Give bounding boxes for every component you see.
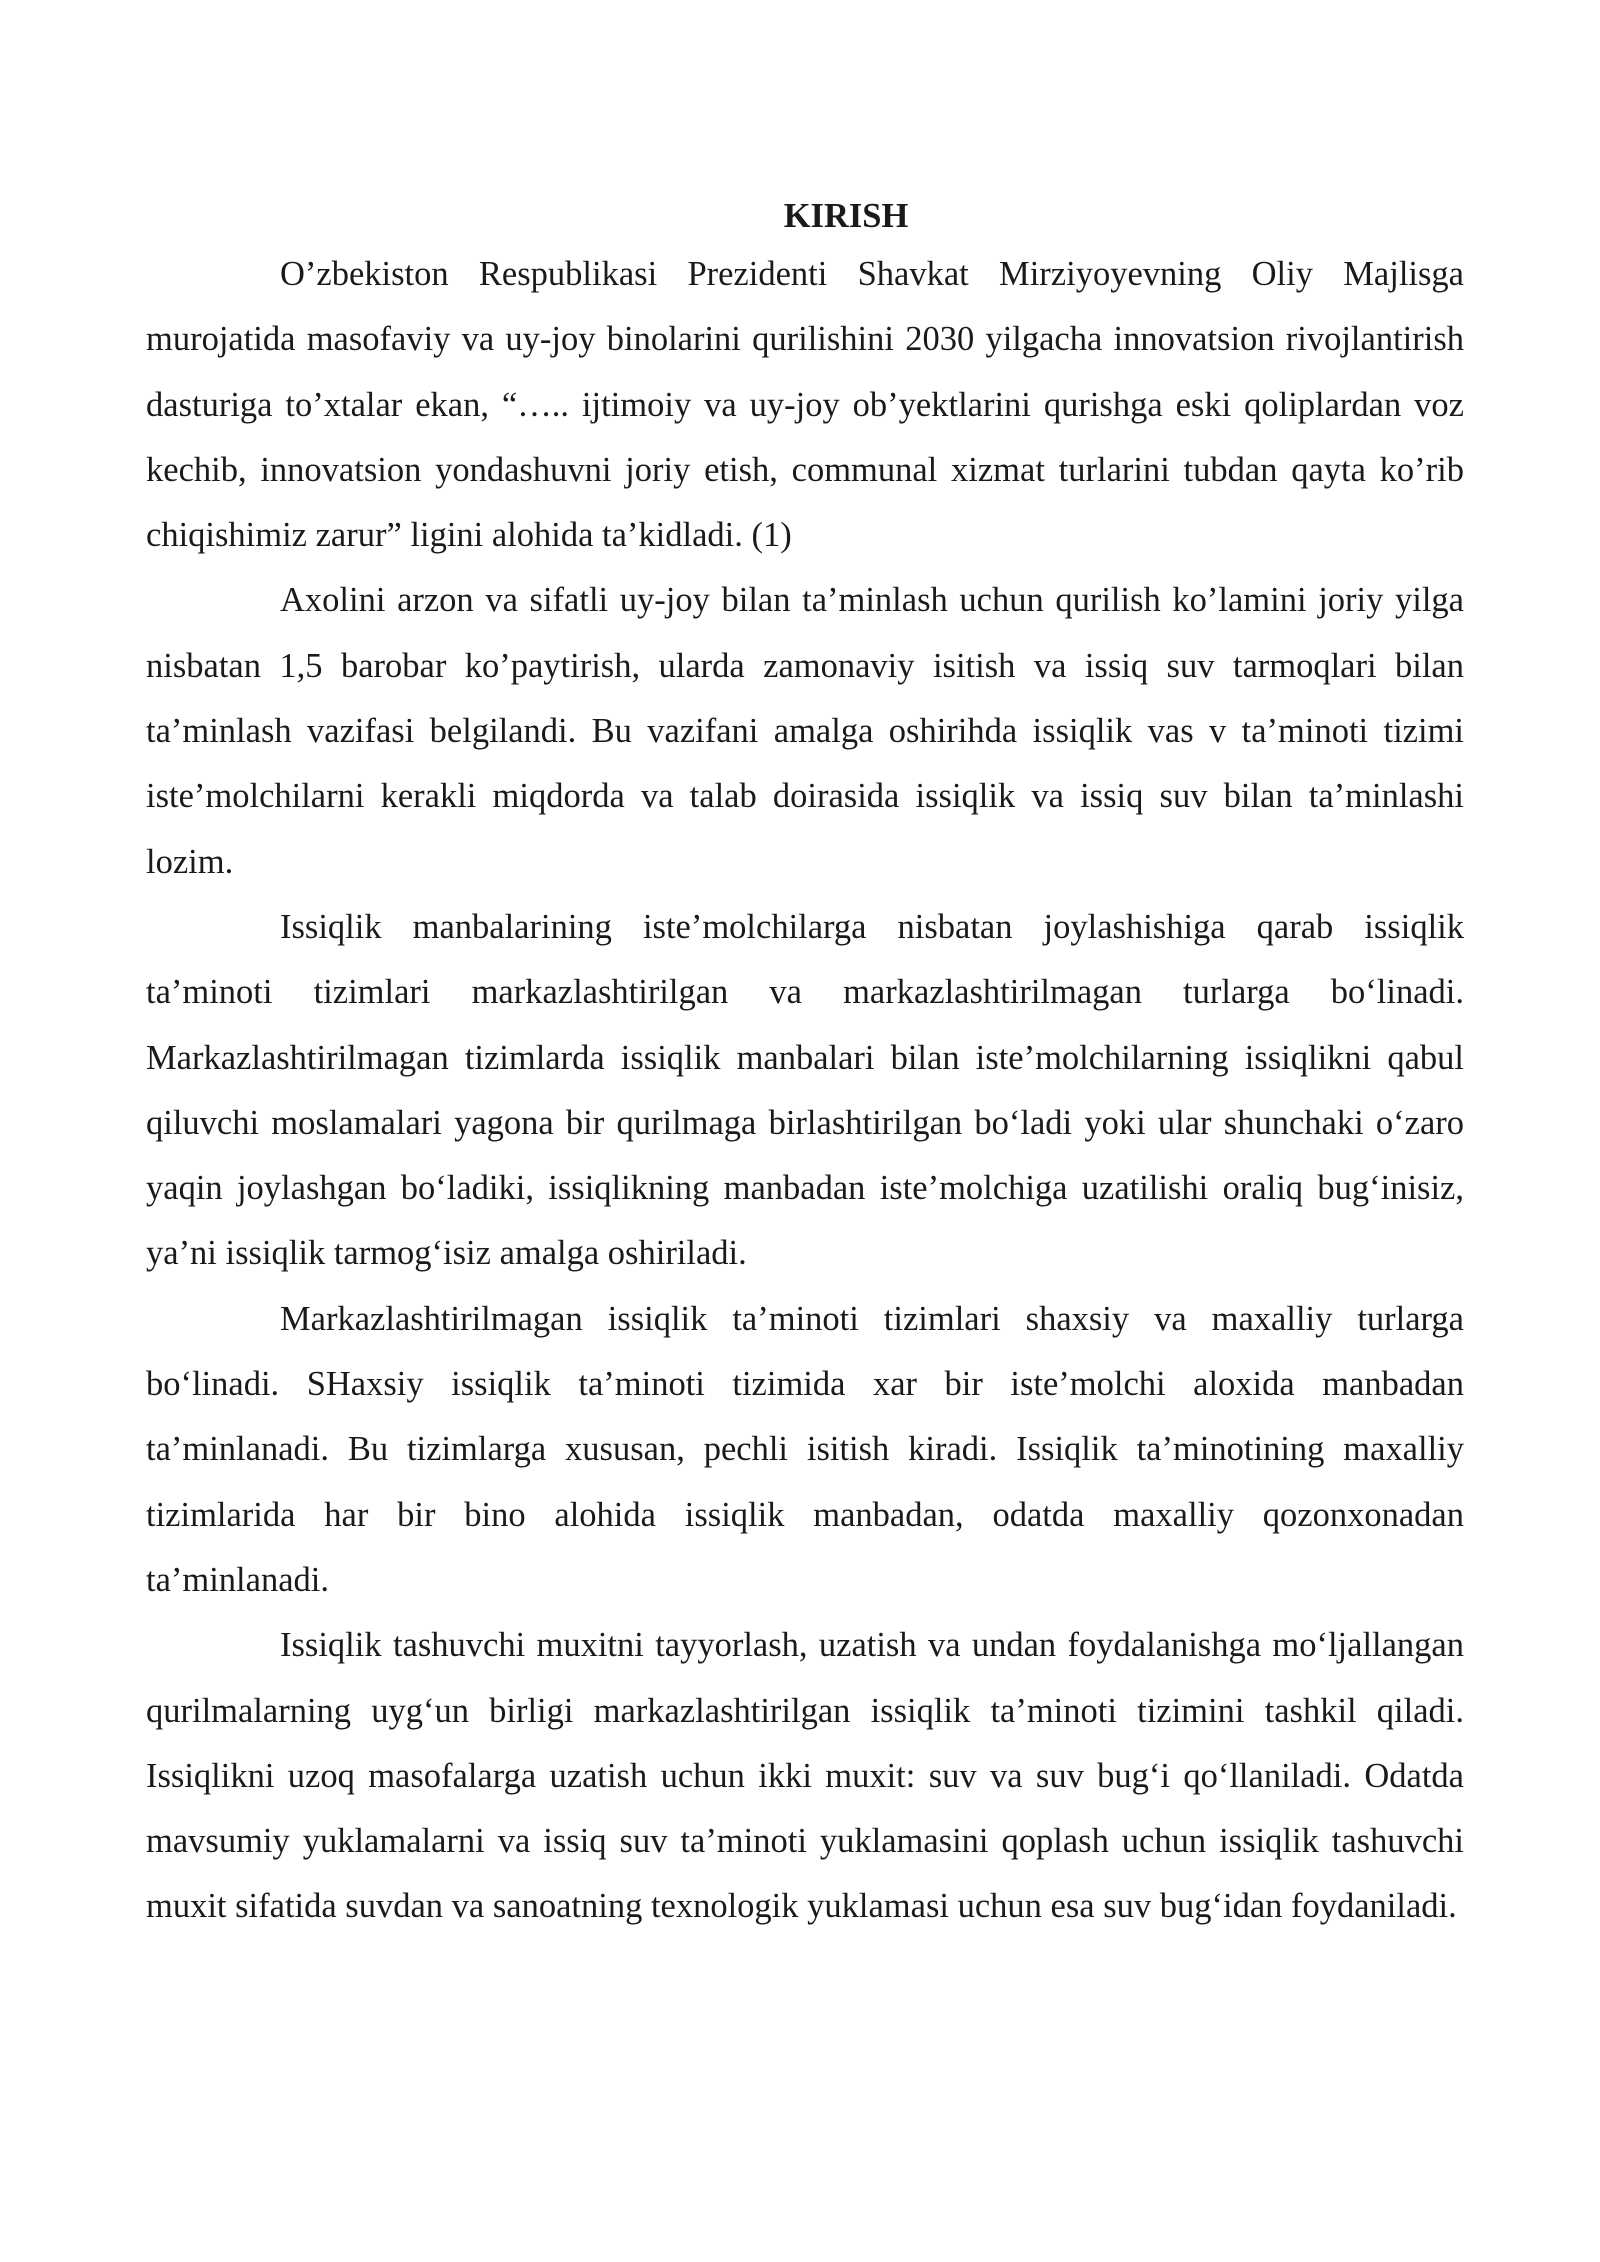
paragraph-5: Issiqlik tashuvchi muxitni tayyorlash, uzatish va undan foydalanishga mo‘ljallangan qurilmalarning uyg‘un birligi markazlashtirilgan issiqlik ta’minoti tizimini tashkil qiladi. Issiqlikni uzoq masofalarga uzatish uchun ikki muxit: suv va suv bug‘i qo‘llaniladi. Odatda mavsumiy yuklamalarni va issiq suv ta’minoti yuklamasini qoplash uchun issiqlik tashuvchi muxit sifatida suvdan va sanoatning texnologik yuklamasi uchun esa suv bug‘idan foydaniladi. [146,1626,1464,1926]
document-body [146,190,1464,1940]
paragraph-4: Markazlashtirilmagan issiqlik ta’minoti tizimlari shaxsiy va maxalliy turlarga bo‘linadi. SHaxsiy issiqlik ta’minoti tizimida xar bir iste’molchi aloxida manbadan ta’minlanadi. Bu tizimlarga xususan, pechli isitish kiradi. Issiqlik ta’minotining maxalliy tizimlarida har bir bino alohida issiqlik manbadan, odatda maxalliy qozonxonadan ta’minlanadi. [146,1299,1464,1599]
paragraph-3: Issiqlik manbalarining iste’molchilarga nisbatan joylashishiga qarab issiqlik ta’minoti tizimlari markazlashtirilgan va markazlashtirilmagan turlarga bo‘linadi. Markazlashtirilmagan tizimlarda issiqlik manbalari bilan iste’molchilarning issiqlikni qabul qiluvchi moslamalari yagona bir qurilmaga birlashtirilgan bo‘ladi yoki ular shunchaki o‘zaro yaqin joylashgan bo‘ladiki, issiqlikning manbadan iste’molchiga uzatilishi oraliq bug‘inisiz, ya’ni issiqlik tarmog‘isiz amalga oshiriladi. [146,907,1464,1273]
paragraph-1: O’zbekiston Respublikasi Prezidenti Shavkat Mirziyoyevning Oliy Majlisga murojatida masofaviy va uy-joy binolarini qurilishini 2030 yilgacha innovatsion rivojlantirish dasturiga to’xtalar ekan, “….. ijtimoiy va uy-joy ob’yektlarini qurishga eski qoliplardan voz kechib, innovatsion yondashuvni joriy etish, communal xizmat turlarini tubdan qayta ko’rib chiqishimiz zarur” ligini alohida ta’kidladi. (1) [146,255,1464,555]
paragraph-2: Axolini arzon va sifatli uy-joy bilan ta’minlash uchun qurilish ko’lamini joriy yilga nisbatan 1,5 barobar ko’paytirish, ularda zamonaviy isitish va issiq suv tarmoqlari bilan ta’minlash vazifasi belgilandi. Bu vazifani amalga oshirihda issiqlik vas v ta’minoti tizimi iste’molchilarni kerakli miqdorda va talab doirasida issiqlik va issiq suv bilan ta’minlashi lozim. [146,581,1464,881]
document-title: KIRISH [783,197,909,235]
